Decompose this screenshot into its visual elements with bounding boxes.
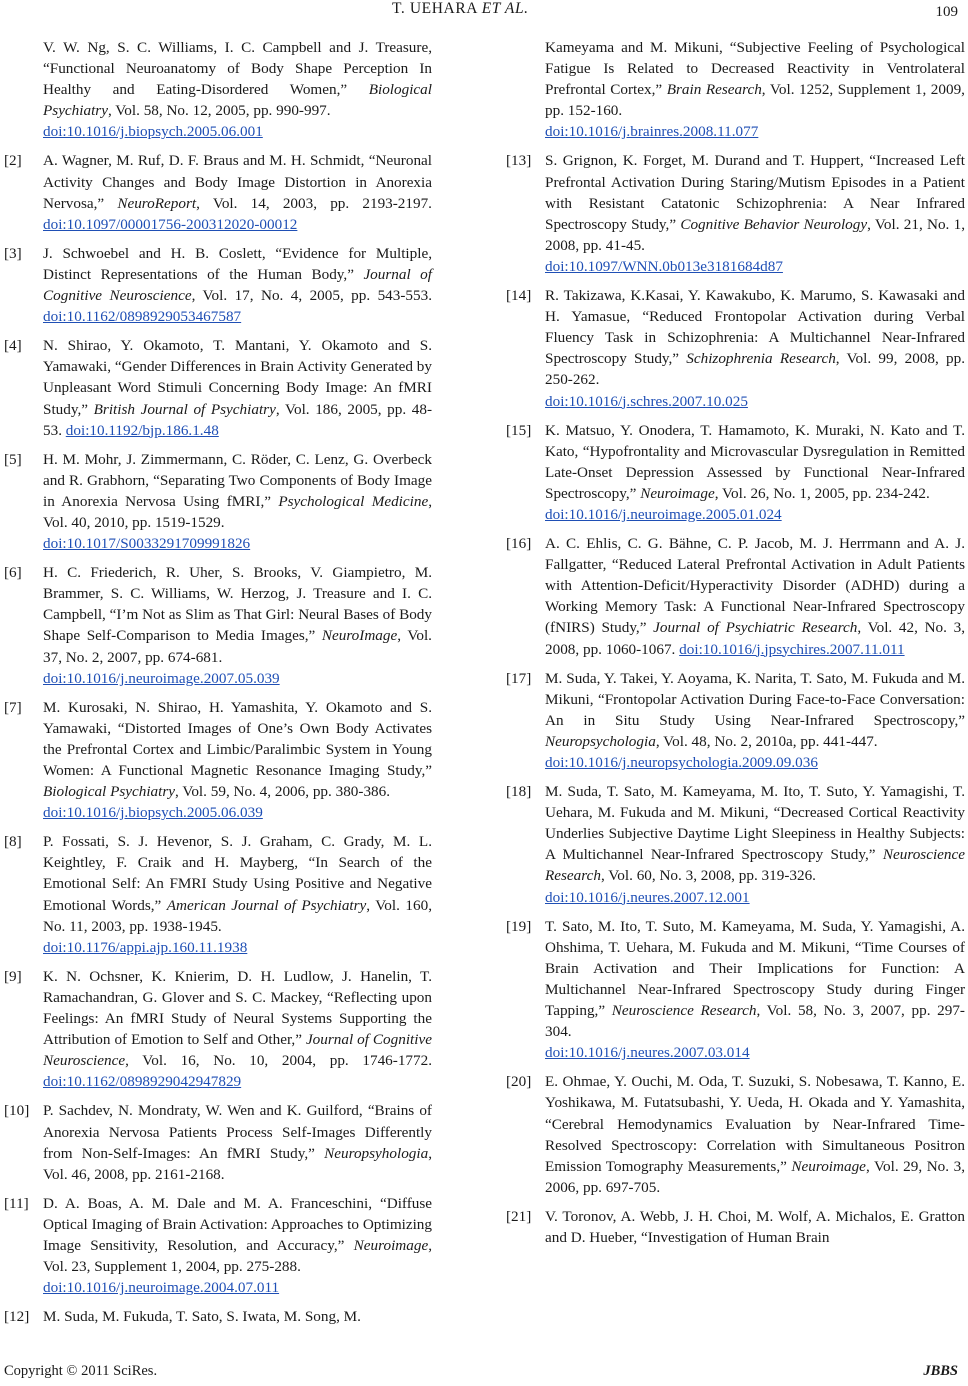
reference-source-title: Journal of Cognitive Neuroscience	[43, 1031, 432, 1070]
reference-text: K. Matsuo, Y. Onodera, T. Hamamoto, K. Muraki, N. Kato and T. Kato, “Hypofrontality and Microvascular Dysregulation in Remitted Late-Onset Depression Assessed by Functional Near-Infrared Spectroscopy,”	[545, 421, 965, 502]
reference-source-title: Brain Research	[666, 81, 762, 99]
reference-source-title: Neuroscience Research	[545, 846, 965, 885]
doi-link[interactable]: doi:10.1016/j.neuroimage.2004.07.011	[43, 1279, 280, 1297]
reference-number: [8]	[4, 833, 22, 851]
doi-link[interactable]: doi:10.1016/j.brainres.2008.11.077	[545, 123, 759, 141]
reference-source-title: Biological Psychiatry	[43, 81, 432, 120]
reference-text: K. N. Ochsner, K. Knierim, D. H. Ludlow, J. Hanelin, T. Ramachandran, G. Glover and S. C. Mackey, “Reflecting upon Feelings: An fMRI Study of Neural Systems Supporting the Attribution of Emotion to Self and Other,”	[43, 967, 432, 1049]
reference-entry	[4, 697, 432, 824]
reference-text: , Vol. 16, No. 10, 2004, pp. 1746-1772.	[125, 1052, 432, 1070]
reference-source-title: Schizophrenia Research	[686, 350, 836, 368]
running-header	[392, 0, 529, 18]
doi-link[interactable]: doi:10.1016/j.biopsych.2005.06.039	[43, 804, 263, 822]
reference-number: [20]	[506, 1073, 532, 1091]
references-right-column	[506, 37, 965, 1256]
reference-text: M. Suda, Y. Takei, Y. Aoyama, K. Narita, T. Sato, M. Fukuda and M. Mikuni, “Frontopolar Activation During Face-to-Face Conversation: An in Situ Study Using Near-Infrared Spectroscopy,”	[545, 669, 965, 729]
doi-link[interactable]: doi:10.1016/j.neuroimage.2005.01.024	[545, 505, 782, 523]
header-author-suffix: ET AL.	[481, 0, 529, 17]
reference-text: M. Suda, T. Sato, M. Kameyama, M. Ito, T. Suto, Y. Yamagishi, T. Uehara, M. Fukuda and M. Mikuni, “Decreased Cortical Reactivity Underlies Subjective Daytime Light Sleepiness in Healthy Subjects: A Multichannel Near-Infrared Spectroscopy Study,”	[545, 783, 965, 864]
reference-source-title: Neuroimage	[791, 1157, 866, 1175]
reference-text: P. Fossati, S. J. Hevenor, S. J. Graham, C. Grady, M. L. Keightley, F. Craik and H. Mayberg, “In Search of the Emotional Self: An FMRI Study Using Positive and Negative Emotional Words,”	[43, 833, 432, 914]
reference-number: [19]	[506, 917, 532, 935]
footer-journal: JBBS	[923, 1363, 958, 1379]
reference-text: S. Grignon, K. Forget, M. Durand and T. Huppert, “Increased Left Prefrontal Activation During Staring/Mutism Episodes in a Patient with Resistant Catatonic Schizophrenia: A Near Infrared Spectroscopy Study,”	[545, 152, 965, 233]
reference-source-title: Neuroscience Research	[611, 1002, 757, 1020]
reference-text: T. Sato, M. Ito, T. Suto, M. Kameyama, M. Suda, Y. Yamagishi, A. Ohshima, T. Uehara, M. Fukuda and M. Mikuni, “Time Courses of Brain Activation and Their Implications for Function: A Multichannel Near-Infrared Spectroscopy Study during Finger Tapping,”	[545, 917, 965, 1020]
reference-number: [6]	[4, 564, 22, 582]
reference-entry	[506, 150, 965, 277]
reference-entry	[4, 37, 432, 142]
doi-link[interactable]: doi:10.1097/WNN.0b013e3181684d87	[545, 257, 783, 275]
reference-text: V. W. Ng, S. C. Williams, I. C. Campbell and J. Treasure, “Functional Neuroanatomy of Body Shape Perception In Healthy and Eating-Disordered Women,”	[43, 39, 432, 99]
reference-number: [11]	[4, 1194, 29, 1212]
reference-entry	[506, 420, 965, 525]
references-left-column	[4, 37, 432, 1335]
doi-link[interactable]: doi:10.1176/appi.ajp.160.11.1938	[43, 938, 248, 956]
reference-entry	[506, 781, 965, 908]
reference-entry	[4, 243, 432, 327]
reference-number: [10]	[4, 1102, 30, 1120]
reference-entry	[4, 966, 432, 1093]
reference-text: , Vol. 60, No. 3, 2008, pp. 319-326.	[600, 867, 816, 885]
reference-text: H. M. Mohr, J. Zimmermann, C. Röder, C. Lenz, G. Overbeck and R. Grabhorn, “Separating Two Components of Body Image in Anorexia Nervosa Using fMRI,”	[43, 450, 432, 510]
reference-number: [3]	[4, 244, 22, 262]
reference-text: , Vol. 37, No. 2, 2007, pp. 674-681.	[43, 627, 432, 666]
reference-number: [9]	[4, 967, 22, 985]
reference-text: , Vol. 160, No. 11, 2003, pp. 1938-1945.	[43, 896, 432, 935]
reference-text: , Vol. 58, No. 12, 2005, pp. 990-997.	[107, 102, 331, 120]
reference-text: E. Ohmae, Y. Ouchi, M. Oda, T. Suzuki, S. Nobesawa, T. Kanno, E. Yoshikawa, M. Futatsubashi, Y. Ueda, H. Okada and Y. Yamashita, “Cerebral Hemodynamics Evaluation by Near-Infrared Time-Resolved Spectroscopy: Correlation with Simultaneous Positron Emission Tomography Measurements,”	[545, 1073, 965, 1175]
reference-text: , Vol. 14, 2003, pp. 2193-2197.	[196, 194, 432, 212]
reference-source-title: Biological Psychiatry	[43, 783, 176, 801]
reference-text: , Vol. 21, No. 1, 2008, pp. 41-45.	[545, 215, 965, 254]
doi-link[interactable]: doi:10.1016/j.biopsych.2005.06.001	[43, 123, 263, 141]
reference-source-title: NeuroReport	[117, 194, 197, 212]
doi-link[interactable]: doi:10.1016/j.neuropsychologia.2009.09.036	[545, 754, 818, 771]
reference-text: , Vol. 17, No. 4, 2005, pp. 543-553.	[191, 287, 432, 305]
doi-link[interactable]: doi:10.1162/0898929042947829	[43, 1073, 242, 1091]
reference-text: A. Wagner, M. Ruf, D. F. Braus and M. H. Schmidt, “Neuronal Activity Changes and Body Image Distortion in Anorexia Nervosa,”	[43, 152, 432, 212]
reference-entry	[506, 668, 965, 773]
reference-entry	[4, 449, 432, 554]
reference-source-title: Psychological Medicine	[278, 492, 429, 510]
doi-link[interactable]: doi:10.1016/j.jpsychires.2007.11.011	[679, 640, 905, 658]
reference-text: M. Kurosaki, N. Shirao, H. Yamashita, Y. Okamoto and S. Yamawaki, “Distorted Images of One’s Own Body Activates the Prefrontal Cortex and Limbic/Paralimbic System in Young Women: A Functional Magnetic Resonance Imaging Study,”	[43, 698, 432, 779]
page-number: 109	[935, 4, 958, 20]
reference-number: [2]	[4, 152, 22, 170]
reference-number: [16]	[506, 535, 532, 553]
reference-entry	[4, 335, 432, 440]
reference-number: [17]	[506, 669, 532, 687]
reference-entry	[4, 150, 432, 234]
reference-number: [7]	[4, 698, 22, 716]
reference-entry	[506, 1071, 965, 1198]
reference-text: , Vol. 99, 2008, pp. 250-262.	[545, 350, 965, 389]
reference-text: , Vol. 59, No. 4, 2006, pp. 380-386.	[175, 783, 391, 801]
reference-text: N. Shirao, Y. Okamoto, T. Mantani, Y. Okamoto and S. Yamawaki, “Gender Differences in Brain Activity Generated by Unpleasant Word Stimuli Concerning Body Image: An fMRI Study,”	[43, 337, 432, 418]
reference-text: , Vol. 29, No. 3, 2006, pp. 697-705.	[545, 1157, 965, 1196]
reference-number: [4]	[4, 337, 22, 355]
reference-number: [13]	[506, 152, 532, 170]
footer-copyright: Copyright © 2011 SciRes.	[4, 1363, 158, 1379]
reference-entry	[506, 916, 965, 1064]
doi-link[interactable]: doi:10.1016/j.neures.2007.03.014	[545, 1044, 750, 1062]
reference-source-title: NeuroImage	[321, 627, 398, 645]
reference-text: , Vol. 23, Supplement 1, 2004, pp. 275-288.	[43, 1236, 432, 1276]
reference-source-title: British Journal of Psychiatry	[93, 400, 276, 418]
reference-source-title: Journal of Psychiatric Research	[653, 619, 858, 637]
reference-text: , Vol. 42, No. 3, 2008, pp. 1060-1067.	[545, 619, 966, 658]
doi-link[interactable]: doi:10.1016/j.neures.2007.12.001	[545, 888, 750, 906]
reference-source-title: Neuropsyhologia	[324, 1144, 429, 1162]
reference-text: R. Takizawa, K.Kasai, Y. Kawakubo, K. Marumo, S. Kawasaki and H. Yamasue, “Reduced Frontopolar Activation during Verbal Fluency Task in Schizophrenia: A Multichannel Near-Infrared Spectroscopy Study,”	[545, 287, 965, 368]
reference-entry	[506, 1206, 965, 1248]
reference-text: , Vol. 1252, Supplement 1, 2009, pp. 152-160.	[545, 81, 965, 120]
reference-text: , Vol. 26, No. 1, 2005, pp. 234-242.	[714, 484, 930, 502]
reference-source-title: Cognitive Behavior Neurology	[680, 215, 868, 233]
doi-link[interactable]: doi:10.1016/j.neuroimage.2007.05.039	[43, 669, 280, 687]
reference-entry	[4, 562, 432, 689]
reference-entry	[506, 37, 965, 142]
reference-text: , Vol. 58, No. 3, 2007, pp. 297-304.	[545, 1002, 965, 1041]
reference-text: , Vol. 46, 2008, pp. 2161-2168.	[43, 1144, 432, 1183]
reference-text: H. C. Friederich, R. Uher, S. Brooks, V. Giampietro, M. Brammer, S. C. Williams, W. Herzog, J. Treasure and I. C. Campbell, “I’m Not as Slim as That Girl: Neural Bases of Body Shape Self-Comparison to Media Images,”	[43, 564, 432, 645]
doi-link[interactable]: doi:10.1017/S0033291709991826	[43, 535, 251, 553]
reference-text: D. A. Boas, A. M. Dale and M. A. Franceschini, “Diffuse Optical Imaging of Brain Activation: Approaches to Optimizing Image Sensitivity, Resolution, and Accuracy,”	[43, 1194, 432, 1254]
reference-text: , Vol. 40, 2010, pp. 1519-1529.	[43, 492, 432, 531]
reference-number: [14]	[506, 287, 532, 305]
doi-link[interactable]: doi:10.1016/j.schres.2007.10.025	[545, 392, 748, 410]
reference-number: [5]	[4, 450, 22, 468]
reference-number: [12]	[4, 1308, 30, 1326]
reference-text: , Vol. 48, No. 2, 2010a, pp. 441-447.	[655, 732, 878, 750]
reference-text: Kameyama and M. Mikuni, “Subjective Feeling of Psychological Fatigue Is Related to Decreased Reactivity in Ventrolateral Prefrontal Cortex,”	[545, 39, 965, 99]
reference-source-title: American Journal of Psychiatry	[166, 896, 367, 914]
reference-number: [15]	[506, 421, 532, 439]
reference-text: A. C. Ehlis, C. G. Bähne, C. P. Jacob, M. J. Herrmann and A. J. Fallgatter, “Reduced Lateral Prefrontal Activation in Adult Patients with Attention-Deficit/Hyperactivity Disorder (ADHD) during a Working Memory Task: A Functional Near-Infrared Spectroscopy (fNIRS) Study,”	[545, 535, 965, 637]
header-author-prefix: T. UEHARA	[392, 0, 478, 17]
reference-number: [18]	[506, 783, 532, 801]
reference-text: V. Toronov, A. Webb, J. H. Choi, M. Wolf, A. Michalos, E. Gratton and D. Hueber, “Investigation of Human Brain	[545, 1207, 965, 1246]
reference-text: P. Sachdev, N. Mondraty, W. Wen and K. Guilford, “Brains of Anorexia Nervosa Patients Process Self-Images Differently from Non-Self-Images: An fMRI Study,”	[43, 1102, 432, 1162]
reference-number: [21]	[506, 1207, 532, 1225]
reference-entry	[4, 1193, 432, 1298]
doi-link[interactable]: doi:10.1097/00001756-200312020-00012	[43, 215, 298, 233]
reference-entry	[4, 1306, 432, 1327]
reference-text: , Vol. 186, 2005, pp. 48-53.	[43, 400, 433, 439]
reference-source-title: Journal of Cognitive Neuroscience	[43, 265, 432, 305]
reference-source-title: Neuroimage	[640, 484, 715, 502]
reference-text: J. Schwoebel and H. B. Coslett, “Evidence for Multiple, Distinct Representations of the Human Body,”	[43, 244, 432, 283]
reference-entry	[4, 831, 432, 958]
doi-link[interactable]: doi:10.1162/0898929053467587	[43, 308, 242, 326]
reference-entry	[506, 533, 965, 660]
doi-link[interactable]: doi:10.1192/bjp.186.1.48	[65, 421, 219, 439]
reference-source-title: Neuroimage	[353, 1236, 429, 1254]
reference-text: M. Suda, M. Fukuda, T. Sato, S. Iwata, M. Song, M.	[43, 1308, 361, 1326]
reference-entry	[4, 1100, 432, 1184]
reference-entry	[506, 285, 965, 412]
reference-source-title: Neuropsychologia	[545, 732, 656, 750]
